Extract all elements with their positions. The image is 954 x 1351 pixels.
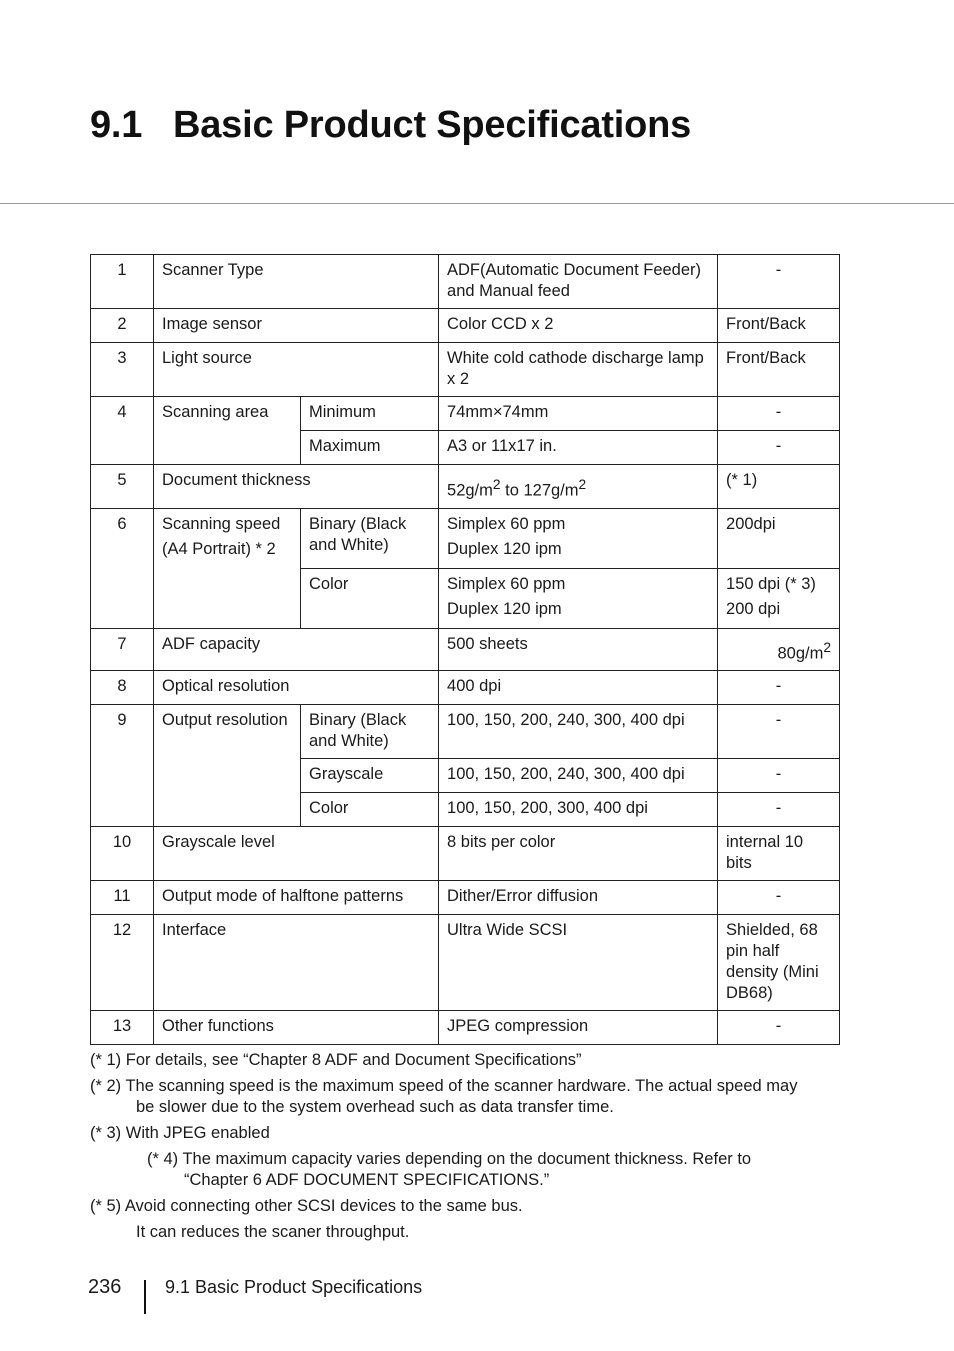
heading-rule	[0, 203, 954, 204]
row-number: 8	[91, 671, 154, 705]
table-row	[91, 827, 840, 881]
footnotes	[90, 1050, 850, 1248]
row-number: 7	[91, 628, 154, 671]
value-line: Simplex 60 ppm	[447, 574, 566, 593]
page-title	[90, 104, 691, 147]
spec-note: -	[718, 255, 840, 309]
spec-subitem: Binary (Black and White)	[301, 508, 439, 568]
spec-item: ADF capacity	[154, 628, 439, 671]
footnote-line: It can reduces the scaner throughput.	[136, 1223, 410, 1241]
row-number: 2	[91, 309, 154, 343]
footnote	[90, 1196, 850, 1243]
spec-note	[718, 568, 840, 628]
section-number: 9.1	[90, 104, 143, 146]
table-row	[91, 1011, 840, 1045]
spec-item: Scanner Type	[154, 255, 439, 309]
value-part: to 127g/m	[500, 481, 579, 500]
spec-note: -	[718, 881, 840, 915]
spec-item: Other functions	[154, 1011, 439, 1045]
spec-note: -	[718, 793, 840, 827]
footnote	[90, 1149, 850, 1191]
row-number: 12	[91, 915, 154, 1011]
table-row	[91, 508, 840, 568]
section-title: Basic Product Specifications	[173, 104, 692, 146]
item-line: Scanning speed	[162, 514, 281, 533]
spec-value	[439, 465, 718, 509]
spec-item: Scanning area	[154, 397, 301, 465]
spec-value	[439, 508, 718, 568]
spec-value: ADF(Automatic Document Feeder) and Manual feed	[439, 255, 718, 309]
footnote-line: (* 5) Avoid connecting other SCSI devices to the same bus.	[90, 1197, 523, 1215]
footnote	[90, 1076, 850, 1118]
spec-value: 100, 150, 200, 240, 300, 400 dpi	[439, 759, 718, 793]
table-row	[91, 671, 840, 705]
spec-value: JPEG compression	[439, 1011, 718, 1045]
spec-item: Optical resolution	[154, 671, 439, 705]
spec-subitem: Grayscale	[301, 759, 439, 793]
spec-note: Shielded, 68 pin half density (Mini DB68)	[718, 915, 840, 1011]
note-line: 200 dpi	[726, 599, 781, 618]
spec-item: Grayscale level	[154, 827, 439, 881]
spec-item: Image sensor	[154, 309, 439, 343]
spec-value: Color CCD x 2	[439, 309, 718, 343]
row-number: 6	[91, 508, 154, 628]
note-part: 80g/m	[777, 644, 824, 662]
table-row	[91, 628, 840, 671]
value-part: 52g/m	[447, 481, 493, 500]
spec-value: 500 sheets	[439, 628, 718, 671]
table-row	[91, 343, 840, 397]
spec-subitem: Minimum	[301, 397, 439, 431]
spec-note: -	[718, 671, 840, 705]
spec-value: A3 or 11x17 in.	[439, 431, 718, 465]
spec-value: 400 dpi	[439, 671, 718, 705]
spec-note: (* 1)	[718, 465, 840, 509]
spec-subitem: Color	[301, 793, 439, 827]
spec-note: -	[718, 431, 840, 465]
footnote-line: “Chapter 6 ADF DOCUMENT SPECIFICATIONS.”	[184, 1171, 550, 1189]
table-row	[91, 465, 840, 509]
spec-value: Ultra Wide SCSI	[439, 915, 718, 1011]
spec-note: -	[718, 705, 840, 759]
running-footer: 9.1 Basic Product Specifications	[165, 1277, 423, 1297]
table-row	[91, 881, 840, 915]
table-row	[91, 255, 840, 309]
spec-table	[90, 254, 840, 1045]
value-line: Duplex 120 ipm	[447, 599, 562, 618]
spec-item	[154, 508, 301, 628]
superscript: 2	[823, 639, 832, 655]
spec-item: Output resolution	[154, 705, 301, 827]
spec-subitem: Binary (Black and White)	[301, 705, 439, 759]
row-number: 10	[91, 827, 154, 881]
row-number: 3	[91, 343, 154, 397]
table-row	[91, 705, 840, 759]
footnote-line: (* 4) The maximum capacity varies depending on the document thickness. Refer to	[147, 1150, 752, 1168]
footnote: (* 1) For details, see “Chapter 8 ADF and Document Specifications”	[90, 1051, 582, 1069]
spec-note: 200dpi	[718, 508, 840, 568]
footnote-line: (* 2) The scanning speed is the maximum speed of the scanner hardware. The actual speed may	[90, 1077, 798, 1095]
spec-item: Light source	[154, 343, 439, 397]
spec-value: 74mm×74mm	[439, 397, 718, 431]
spec-item: Output mode of halftone patterns	[154, 881, 439, 915]
footnote: (* 3) With JPEG enabled	[90, 1124, 270, 1142]
row-number: 9	[91, 705, 154, 827]
table-row	[91, 397, 840, 431]
superscript: 2	[492, 477, 501, 492]
row-number: 11	[91, 881, 154, 915]
spec-value: 100, 150, 200, 240, 300, 400 dpi	[439, 705, 718, 759]
spec-note	[718, 628, 840, 671]
spec-subitem: Maximum	[301, 431, 439, 465]
spec-note: -	[718, 759, 840, 793]
spec-item: Document thickness	[154, 465, 439, 509]
spec-value: White cold cathode discharge lamp x 2	[439, 343, 718, 397]
superscript: 2	[578, 477, 587, 492]
spec-note: -	[718, 1011, 840, 1045]
spec-note: Front/Back	[718, 309, 840, 343]
page-number: 236	[88, 1276, 122, 1298]
table-row	[91, 915, 840, 1011]
value-line: Simplex 60 ppm	[447, 514, 566, 533]
spec-subitem: Color	[301, 568, 439, 628]
table-row	[91, 309, 840, 343]
footnote-line: be slower due to the system overhead such as data transfer time.	[136, 1098, 614, 1116]
note-line: 150 dpi (* 3)	[726, 574, 816, 593]
row-number: 4	[91, 397, 154, 465]
row-number: 13	[91, 1011, 154, 1045]
spec-note: Front/Back	[718, 343, 840, 397]
spec-value: 100, 150, 200, 300, 400 dpi	[439, 793, 718, 827]
row-number: 5	[91, 465, 154, 509]
spec-value: 8 bits per color	[439, 827, 718, 881]
spec-value: Dither/Error diffusion	[439, 881, 718, 915]
spec-value	[439, 568, 718, 628]
footer-divider	[144, 1280, 146, 1314]
row-number: 1	[91, 255, 154, 309]
spec-note: internal 10 bits	[718, 827, 840, 881]
spec-item: Interface	[154, 915, 439, 1011]
spec-note: -	[718, 397, 840, 431]
value-line: Duplex 120 ipm	[447, 539, 562, 558]
item-line: (A4 Portrait) * 2	[162, 539, 276, 558]
